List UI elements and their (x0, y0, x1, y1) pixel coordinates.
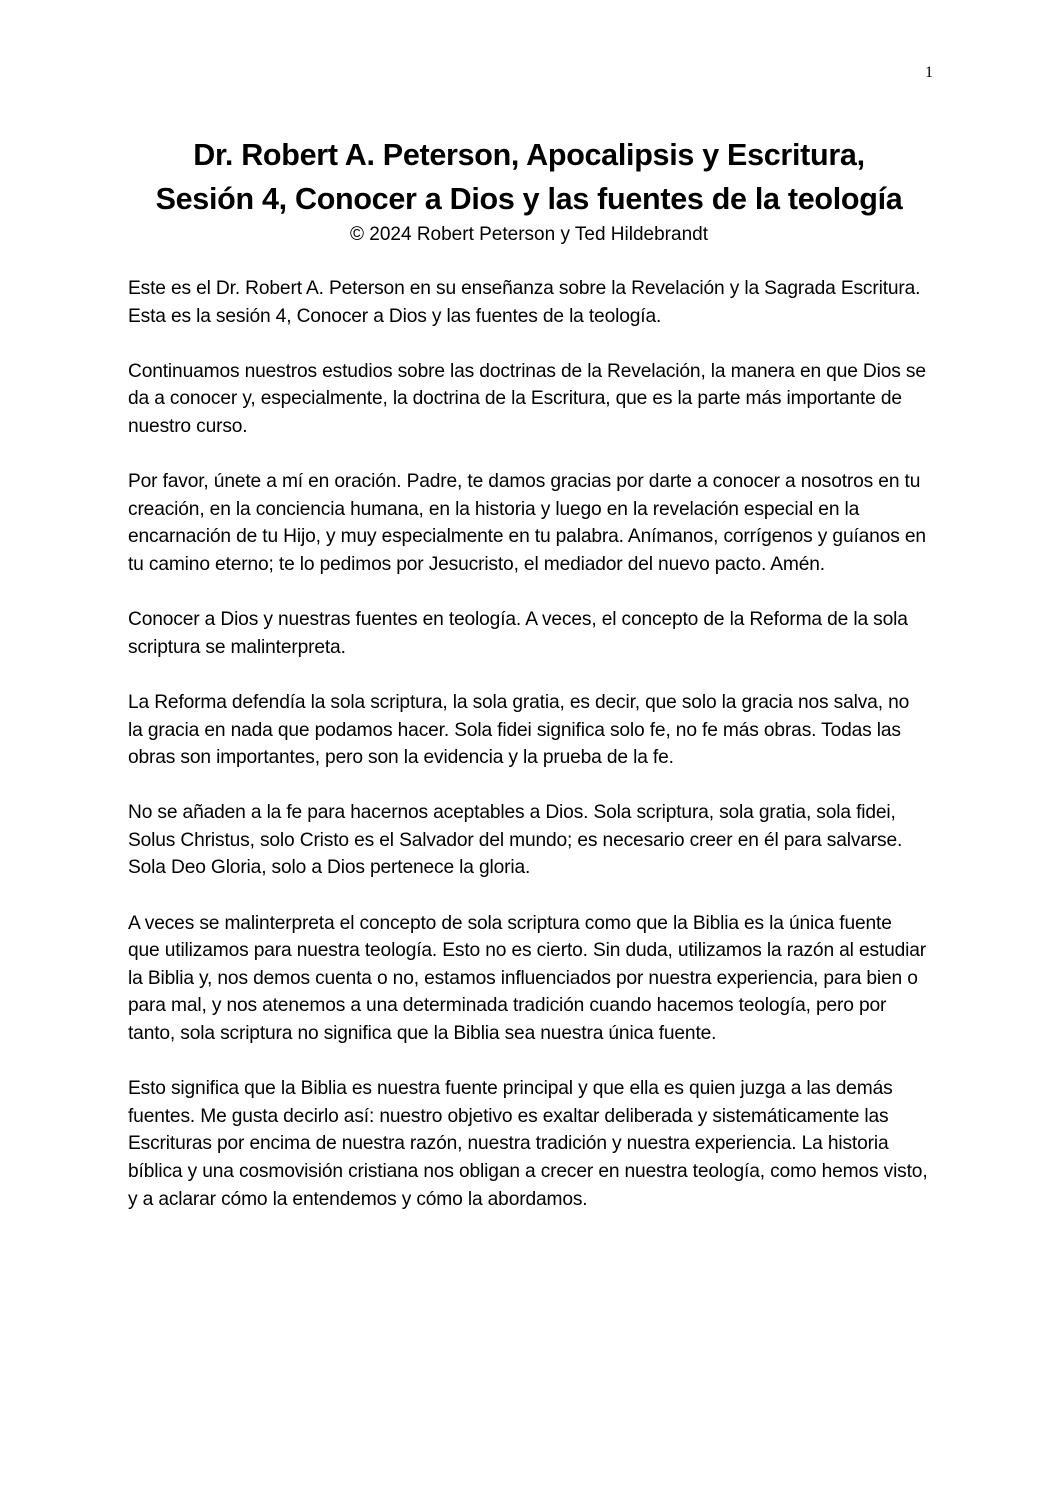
document-body (128, 275, 928, 1241)
paragraph: Este es el Dr. Robert A. Peterson en su enseñanza sobre la Revelación y la Sagrada Escritura. Esta es la sesión 4, Conocer a Dios y las fuentes de la teología. (128, 278, 921, 327)
paragraph: A veces se malinterpreta el concepto de sola scriptura como que la Biblia es la única fuente que utilizamos para nuestra teología. Esto no es cierto. Sin duda, utilizamos la razón al estudiar la Biblia y, nos demos cuenta o no, estamos influenciados por nuestra experiencia, para bien o para mal, y nos atenemos a una determinada tradición cuando hacemos teología, pero por tanto, sola scriptura no significa que la Biblia sea nuestra única fuente. (128, 912, 927, 1045)
title-line-1: Dr. Robert A. Peterson, Apocalipsis y Escritura, (193, 138, 865, 172)
paragraph: No se añaden a la fe para hacernos aceptables a Dios. Sola scriptura, sola gratia, sola fidei, Solus Christus, solo Cristo es el Salvador del mundo; es necesario creer en él para salvarse. Sola Deo Gloria, solo a Dios pertenece la gloria. (128, 802, 903, 879)
title-line-2: Sesión 4, Conocer a Dios y las fuentes de la teología (155, 182, 903, 216)
paragraph: La Reforma defendía la sola scriptura, la sola gratia, es decir, que solo la gracia nos salva, no la gracia en nada que podamos hacer. Sola fidei significa solo fe, no fe más obras. Todas las obras son importantes, pero son la evidencia y la prueba de la fe. (128, 691, 910, 769)
copyright-notice: © 2024 Robert Peterson y Ted Hildebrandt (350, 224, 708, 245)
paragraph: Conocer a Dios y nuestras fuentes en teología. A veces, el concepto de la Reforma de la sola scriptura se malinterpreta. (128, 609, 908, 658)
document-title (100, 133, 958, 221)
page-number: 1 (925, 64, 933, 81)
paragraph: Continuamos nuestros estudios sobre las doctrinas de la Revelación, la manera en que Dios se da a conocer y, especialmente, la doctrina de la Escritura, que es la parte más importante de nuestro curso. (128, 360, 926, 437)
paragraph: Esto significa que la Biblia es nuestra fuente principal y que ella es quien juzga a las demás fuentes. Me gusta decirlo así: nuestro objetivo es exaltar deliberada y sistemáticamente las Escrituras por encima de nuestra razón, nuestra tradición y nuestra experiencia. La historia bíblica y una cosmovisión cristiana nos obligan a crecer en nuestra teología, como hemos visto, y a aclarar cómo la entendemos y cómo la abordamos. (128, 1078, 928, 1210)
paragraph: Por favor, únete a mí en oración. Padre, te damos gracias por darte a conocer a nosotros en tu creación, en la conciencia humana, en la historia y luego en la revelación especial en la encarnación de tu Hijo, y muy especialmente en tu palabra. Anímanos, corrígenos y guíanos en tu camino eterno; te lo pedimos por Jesucristo, el mediador del nuevo pacto. Amén. (128, 471, 926, 575)
